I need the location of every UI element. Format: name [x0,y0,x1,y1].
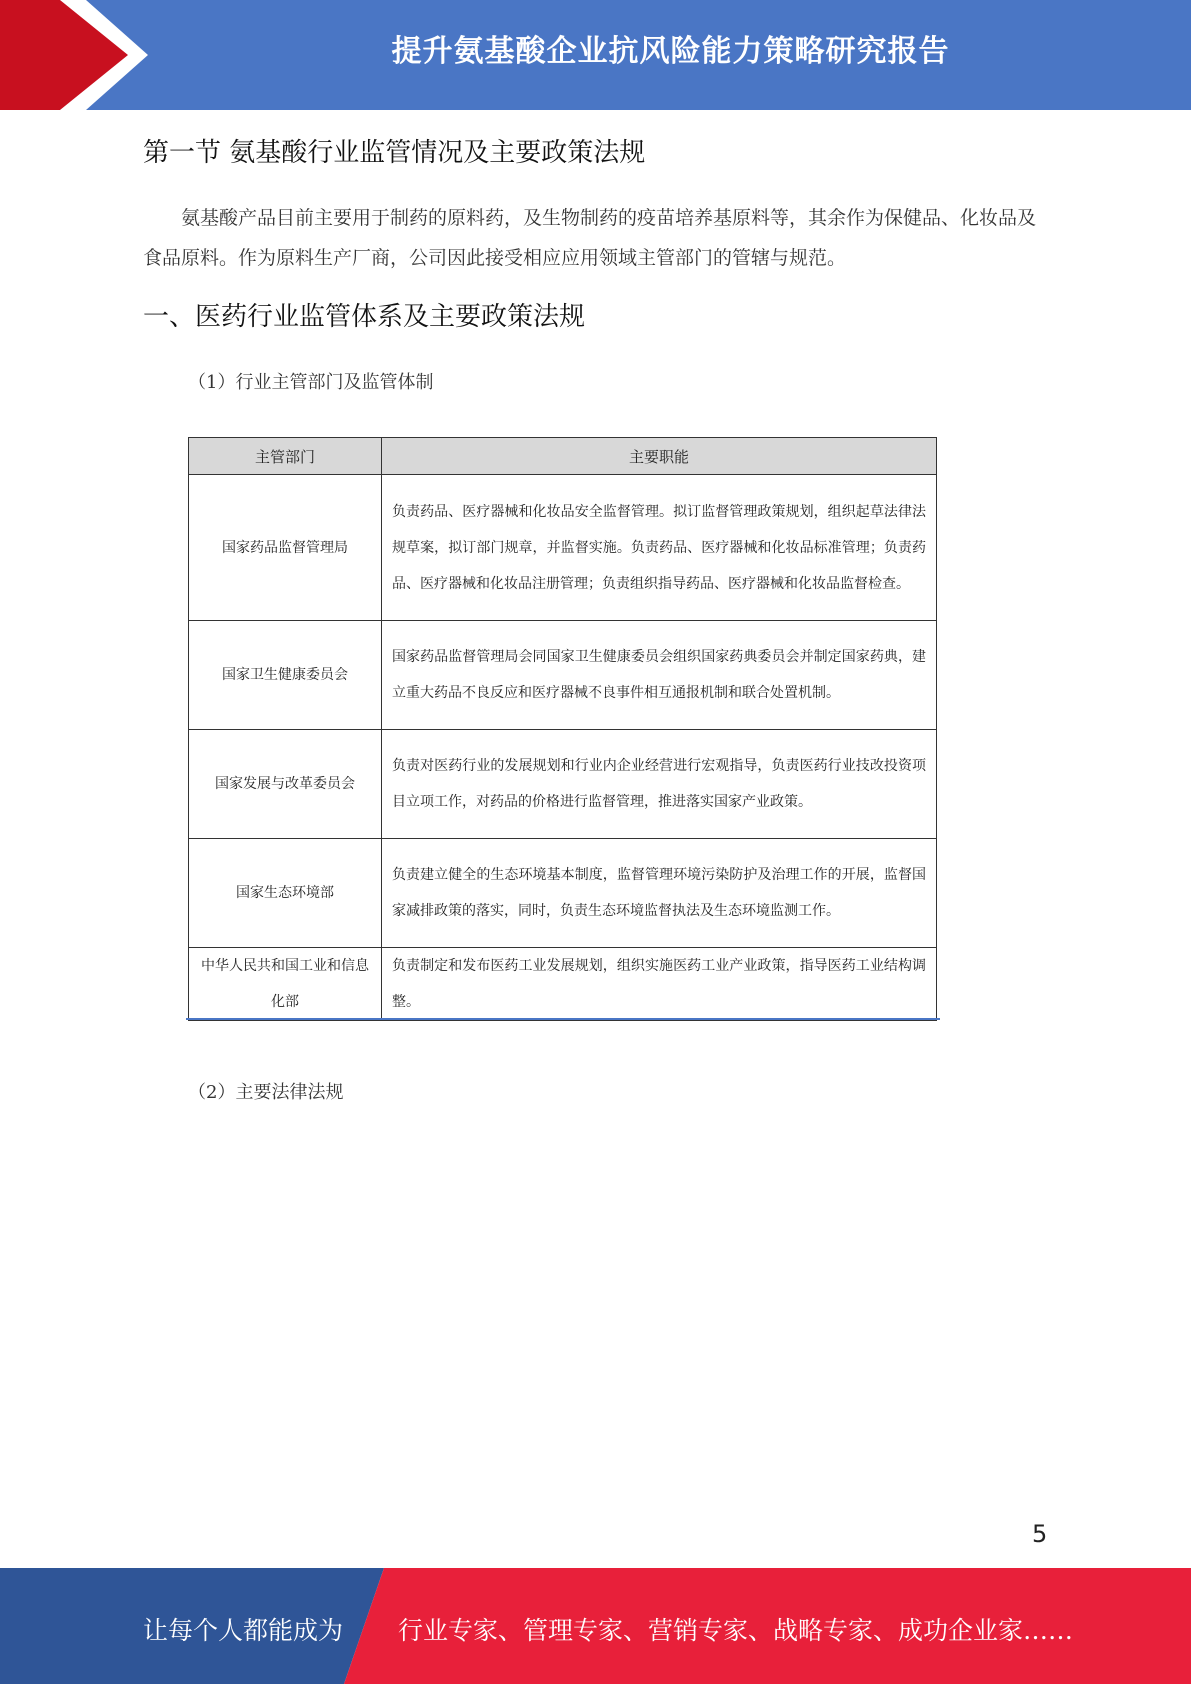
dept-cell: 中华人民共和国工业和信息化部 [189,948,382,1021]
footer-slogan-left: 让每个人都能成为 [143,1616,344,1645]
table-header-row [189,438,937,475]
table-row [189,948,937,1021]
intro-paragraph: 氨基酸产品目前主要用于制药的原料药，及生物制药的疫苗培养基原料等，其余作为保健品、化妆品及食品原料。作为原料生产厂商，公司因此接受相应应用领域主管部门的管辖与规范。 [143,207,1037,269]
func-cell: 国家药品监督管理局会同国家卫生健康委员会组织国家药典委员会并制定国家药典，建立重大药品不良反应和医疗器械不良事件相互通报机制和联合处置机制。 [382,621,937,730]
func-cell: 负责药品、医疗器械和化妆品安全监督管理。拟订监督管理政策规划，组织起草法律法规草案，拟订部门规章，并监督实施。负责药品、医疗器械和化妆品标准管理；负责药品、医疗器械和化妆品注册管理；负责组织指导药品、医疗器械和化妆品监督检查。 [382,475,937,621]
item-1-heading: （1）行业主管部门及监管体制 [188,372,434,393]
func-cell: 负责制定和发布医药工业发展规划，组织实施医药工业产业政策，指导医药工业结构调整。 [382,948,937,1021]
func-cell: 负责建立健全的生态环境基本制度，监督管理环境污染防护及治理工作的开展，监督国家减排政策的落实，同时，负责生态环境监督执法及生态环境监测工作。 [382,839,937,948]
table-row [189,839,937,948]
item-2-heading: （2）主要法律法规 [188,1082,344,1103]
table-row [189,475,937,621]
dept-cell: 国家生态环境部 [189,839,382,948]
table-row [189,621,937,730]
header-banner [0,0,1191,110]
table-underline [186,1018,940,1020]
section-title: 第一节 氨基酸行业监管情况及主要政策法规 [143,138,646,168]
dept-cell: 国家卫生健康委员会 [189,621,382,730]
footer-banner [0,1568,1191,1684]
page-number: 5 [1032,1520,1048,1548]
header-func: 主要职能 [382,438,937,475]
header-dept: 主管部门 [189,438,382,475]
regulator-table [188,437,937,1021]
dept-cell: 国家发展与改革委员会 [189,730,382,839]
subsection-title: 一、医药行业监管体系及主要政策法规 [143,302,586,332]
dept-cell: 国家药品监督管理局 [189,475,382,621]
table-row [189,730,937,839]
func-cell: 负责对医药行业的发展规划和行业内企业经营进行宏观指导，负责医药行业技改投资项目立项工作，对药品的价格进行监督管理，推进落实国家产业政策。 [382,730,937,839]
footer-slogan-right: 行业专家、管理专家、营销专家、战略专家、成功企业家…… [398,1616,1074,1645]
report-title: 提升氨基酸企业抗风险能力策略研究报告 [391,34,950,69]
